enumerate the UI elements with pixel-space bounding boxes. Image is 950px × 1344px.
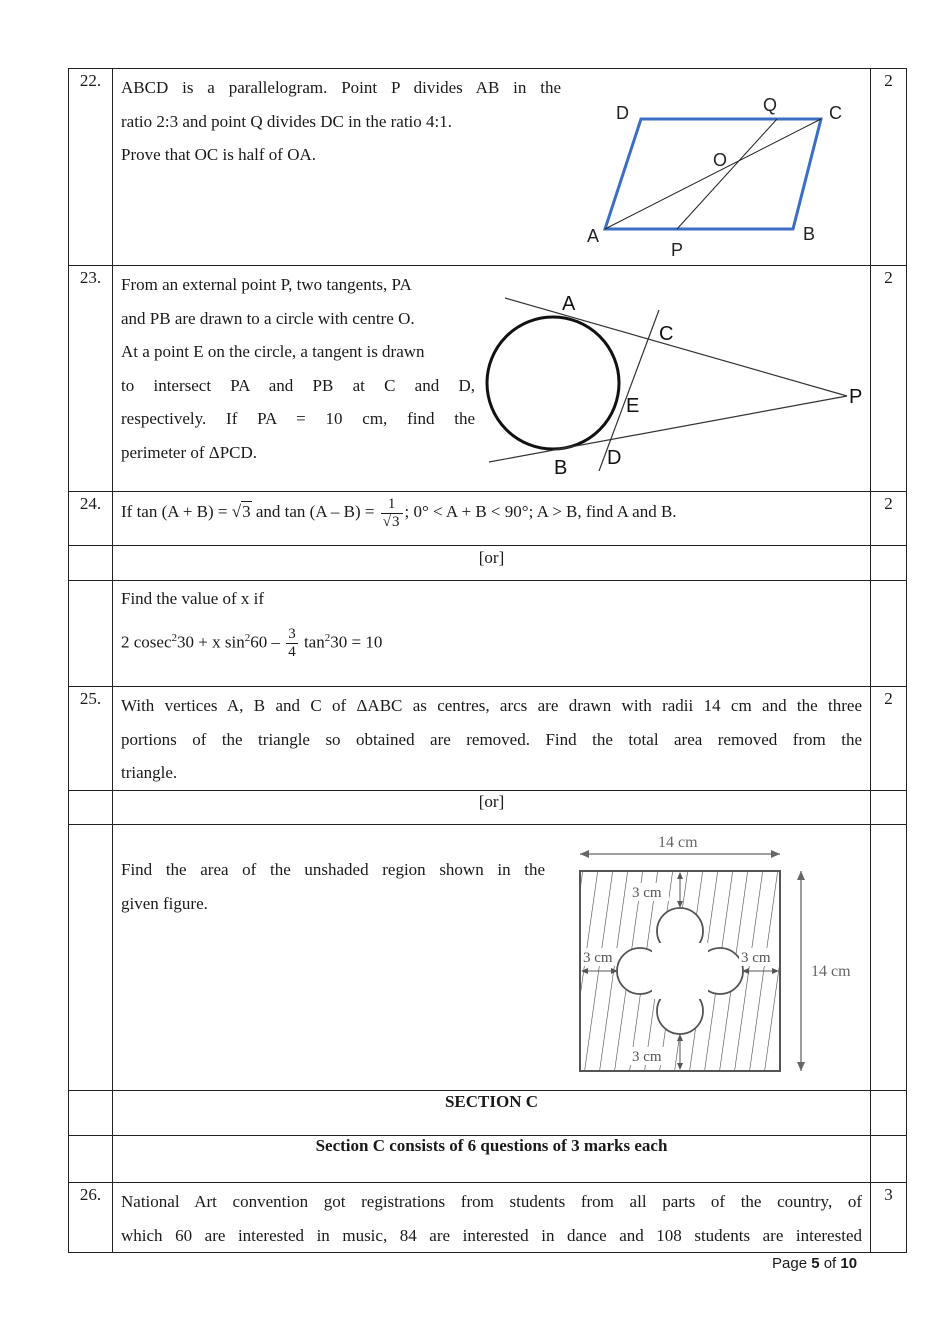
section-c-title-row: [69, 1091, 907, 1136]
question-number: 25.: [69, 687, 113, 791]
tangent-pa: [505, 298, 847, 396]
eq-sup-1: 2: [171, 631, 178, 644]
question-24-row: [69, 492, 907, 546]
label-b: B: [803, 224, 816, 244]
sqrt-sign: √: [231, 501, 242, 521]
fraction-numerator: 3: [288, 626, 296, 643]
question-24-alt-content: [113, 581, 871, 687]
question-23-text: [113, 266, 483, 470]
top-dimension-label: 14 cm: [658, 834, 698, 851]
question-25-alt-text: [113, 825, 553, 920]
section-c-title: [113, 1091, 871, 1136]
question-26-text: [113, 1183, 870, 1252]
label-d: D: [616, 103, 629, 123]
questions-table: [68, 68, 907, 1253]
label-c: C: [659, 323, 674, 345]
footer-page-number: 5: [811, 1255, 820, 1272]
inner-top-label: 3 cm: [632, 885, 662, 901]
q23-line-2: and PB are drawn to a circle with centre O.: [121, 308, 415, 328]
label-p: P: [671, 240, 684, 260]
question-24-content: [113, 492, 871, 546]
tangent-pb: [489, 396, 847, 462]
inner-left-label: 3 cm: [583, 950, 613, 966]
q23-line-5: respectively. If PA = 10 cm, find the: [121, 409, 475, 429]
fraction-denominator: √3: [382, 513, 400, 530]
question-number: 22.: [69, 69, 113, 266]
eq-part-c: 60 –: [250, 632, 285, 652]
fraction-numerator: 1: [381, 496, 403, 514]
question-26-row: [69, 1183, 907, 1253]
question-marks: 2: [871, 266, 907, 492]
question-22-text: [113, 69, 569, 172]
or-separator: [113, 546, 871, 581]
section-c-subtitle-row: [69, 1136, 907, 1183]
label-p: P: [849, 386, 863, 408]
question-number: 23.: [69, 266, 113, 492]
shaded-square-figure: [573, 831, 869, 1083]
or-separator: [113, 791, 871, 825]
label-d: D: [607, 447, 622, 469]
q24-part-2: and tan (A – B) =: [251, 501, 379, 521]
question-marks: 2: [871, 687, 907, 791]
q24-alt-line-1: Find the value of x if: [121, 589, 265, 608]
label-q: Q: [763, 95, 778, 115]
q22-line-3: Prove that OC is half of OA.: [121, 145, 317, 165]
question-25-text: [113, 687, 870, 790]
label-e: E: [626, 395, 640, 417]
q25-line-3: triangle.: [121, 763, 178, 783]
question-25-alt-content: [113, 825, 871, 1091]
q26-line-2: which 60 are interested in music, 84 are interested in dance and 108 students are interested: [121, 1225, 862, 1245]
section-c-title-text: SECTION C: [444, 1092, 539, 1111]
question-23-row: [69, 266, 907, 492]
eq-part-d: tan: [299, 632, 325, 652]
right-arrow-top: [797, 871, 805, 880]
question-24-text: [113, 492, 870, 530]
label-o: O: [713, 150, 728, 170]
question-22-row: [69, 69, 907, 266]
eq-part-a: 2 cosec: [121, 632, 172, 652]
question-22-content: [113, 69, 871, 266]
eq-sup-2: 2: [244, 631, 251, 644]
question-25-content: [113, 687, 871, 791]
q24-part-1: If tan (A + B) =: [121, 501, 232, 521]
question-25-alt-row: [69, 825, 907, 1091]
label-a: A: [562, 293, 576, 315]
top-arrow-left: [580, 850, 589, 858]
q24-alt-equation: [121, 616, 862, 665]
fraction-denominator: 4: [288, 643, 296, 660]
section-c-subtitle-text: Section C consists of 6 questions of 3 marks each: [315, 1136, 668, 1155]
label-c: C: [829, 103, 842, 123]
question-25-row: [69, 687, 907, 791]
question-marks: 2: [871, 69, 907, 266]
section-c-subtitle: [113, 1136, 871, 1183]
fraction-denominator-value: 3: [392, 513, 400, 530]
or-text: [or]: [478, 548, 505, 567]
footer-total-pages: 10: [840, 1255, 858, 1272]
or-text: [or]: [478, 792, 505, 811]
question-marks: 3: [871, 1183, 907, 1253]
or-row-25: [69, 791, 907, 825]
tangent-circle-figure: [485, 266, 871, 490]
q25-line-1: With vertices A, B and C of ΔABC as centres, arcs are drawn with radii 14 cm and the three: [121, 696, 862, 715]
q23-line-1: From an external point P, two tangents, PA: [121, 275, 412, 294]
footer-page-word: Page: [772, 1255, 812, 1272]
eq-part-b: 30 + x sin: [177, 632, 245, 652]
fraction-3-over-4: [286, 626, 298, 660]
q26-line-1: National Art convention got registrations from students from all parts of the country, of: [121, 1192, 862, 1211]
question-number: 26.: [69, 1183, 113, 1253]
right-arrow-bottom: [797, 1062, 805, 1071]
footer-of-word: of: [819, 1255, 841, 1272]
eq-sup-3: 2: [324, 631, 331, 644]
top-arrow-right: [771, 850, 780, 858]
q22-line-2: ratio 2:3 and point Q divides DC in the ratio 4:1.: [121, 111, 452, 131]
page-footer: [772, 1255, 857, 1272]
q24-part-3: ; 0° < A + B < 90°; A > B, find A and B.: [404, 501, 677, 521]
or-row-24: [69, 546, 907, 581]
q25-alt-line-2: given figure.: [121, 893, 208, 913]
question-23-content: [113, 266, 871, 492]
circle: [487, 317, 619, 449]
q25-alt-line-1: Find the area of the unshaded region shown in the: [121, 860, 545, 879]
question-marks: 2: [871, 492, 907, 546]
label-b: B: [554, 457, 568, 479]
eq-part-e: 30 = 10: [330, 632, 383, 652]
right-dimension-label: 14 cm: [811, 963, 851, 980]
q25-line-2: portions of the triangle so obtained are removed. Find the total area removed from the: [121, 729, 862, 749]
q23-line-3: At a point E on the circle, a tangent is drawn: [121, 342, 425, 362]
sqrt-3: 3: [242, 501, 251, 521]
line-ac: [605, 119, 821, 229]
fraction-1-over-root-3: [381, 496, 403, 530]
question-24-alt-row: [69, 581, 907, 687]
line-pq: [677, 119, 777, 229]
question-26-content: [113, 1183, 871, 1253]
inner-right-label: 3 cm: [741, 950, 771, 966]
label-a: A: [587, 226, 600, 246]
q23-line-6: perimeter of ΔPCD.: [121, 442, 258, 462]
question-24-alt-text: [113, 581, 870, 664]
inner-bottom-label: 3 cm: [632, 1049, 662, 1065]
q22-line-1: ABCD is a parallelogram. Point P divides AB in the: [121, 78, 561, 97]
parallelogram-figure: [573, 69, 873, 264]
q23-line-4: to intersect PA and PB at C and D,: [121, 375, 475, 395]
question-number: 24.: [69, 492, 113, 546]
